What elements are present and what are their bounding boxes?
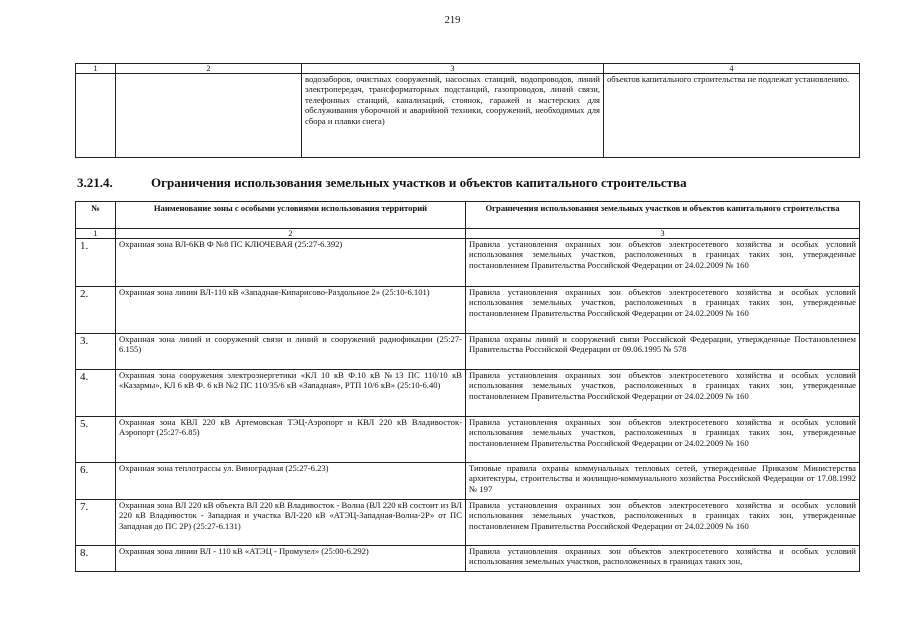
table-row: [76, 500, 860, 546]
zone-name-cell: Охранная зона сооружения электроэнергетики «КЛ 10 кВ Ф.10 кВ №13 ПС 110/10 кВ «Казармы», КЛ 6 кВ Ф. 6 кВ №2 ПС 110/35/6 кВ «Западная», РТП 10/6 кВ» (25:10-6.40): [116, 370, 466, 417]
header-number: №: [76, 202, 116, 229]
empty-cell: [116, 74, 302, 158]
table-row: [76, 463, 860, 500]
restriction-cell: Правила установления охранных зон объектов электросетевого хозяйства и особых условий использования земельных участков, расположенных в границах таких зон,: [466, 546, 860, 572]
column-index: 2: [116, 229, 466, 239]
restriction-cell: Правила установления охранных зон объектов электросетевого хозяйства и особых условий использования земельных участков, расположенных в границах таких зон, утвержденные постановлением Правительства Российской Федерации от 24.02.2009 № 160: [466, 500, 860, 546]
row-number: 3.: [76, 334, 116, 370]
section-heading: [77, 175, 687, 191]
restriction-cell: Правила установления охранных зон объектов электросетевого хозяйства и особых условий использования земельных участков, расположенных в границах таких зон, утвержденные постановлением Правительства Российской Федерации от 24.02.2009 № 160: [466, 417, 860, 463]
zone-name-cell: Охранная зона линии ВЛ-110 кВ «Западная-Кипарисово-Раздольное 2» (25:10-6.101): [116, 287, 466, 334]
table-row: [76, 334, 860, 370]
zone-name-cell: Охранная зона ВЛ 220 кВ объекта ВЛ 220 кВ Владивосток - Волна (ВЛ 220 кВ состоит из ВЛ 220 кВ Владивосток - Западная и участка ВЛ-220 кВ «АТЭЦ-Западная-Волна-2Р» от ПС Западная до ПС 2Р) (25:27-6.131): [116, 500, 466, 546]
table-header-row: [76, 202, 860, 229]
table-row: [76, 239, 860, 287]
empty-cell: [76, 74, 116, 158]
header-restriction: Ограничения использования земельных участков и объектов капитального строительства: [466, 202, 860, 229]
zone-name-cell: Охранная зона ВЛ-6КВ Ф №8 ПС КЛЮЧЕВАЯ (25:27-6.392): [116, 239, 466, 287]
restriction-cell: Правила охраны линий и сооружений связи Российской Федерации, утвержденные Постановлением Правительства Российской Федерации от 09.06.1995 № 578: [466, 334, 860, 370]
continued-table: [75, 63, 860, 158]
page-number: 219: [444, 15, 461, 26]
table-row: [76, 370, 860, 417]
restriction-cell: Правила установления охранных зон объектов электросетевого хозяйства и особых условий использования земельных участков, расположенных в границах таких зон, утвержденные постановлением Правительства Российской Федерации от 24.02.2009 № 160: [466, 287, 860, 334]
column-index: 2: [116, 64, 302, 74]
row-number: 7.: [76, 500, 116, 546]
purpose-cell: водозаборов, очистных сооружений, насосных станций, водопроводов, линий электропередач, трансформаторных подстанций, газопроводов, линий связи, телефонных станций, канализаций, стоянок, гаражей и мастерских для обслуживания уборочной и аварийной техники, сооружений, необходимых для сбора и плавки снега): [302, 74, 604, 158]
restriction-cell: объектов капитального строительства не подлежат установлению.: [604, 74, 860, 158]
zone-name-cell: Охранная зона КВЛ 220 кВ Артемовская ТЭЦ-Аэропорт и КВЛ 220 кВ Владивосток-Аэропорт (25:27-6.85): [116, 417, 466, 463]
column-index: 1: [76, 229, 116, 239]
section-title: Ограничения использования земельных участков и объектов капитального строительства: [151, 175, 687, 190]
restriction-cell: Правила установления охранных зон объектов электросетевого хозяйства и особых условий использования земельных участков, расположенных в границах таких зон, утвержденные постановлением Правительства Российской Федерации от 24.02.2009 № 160: [466, 239, 860, 287]
table-row: [76, 417, 860, 463]
zone-name-cell: Охранная зона линий и сооружений связи и линий и сооружений радиофикации (25:27-6.155): [116, 334, 466, 370]
zone-name-cell: Охранная зона теплотрассы ул. Виноградная (25:27-6.23): [116, 463, 466, 500]
restriction-cell: Правила установления охранных зон объектов электросетевого хозяйства и особых условий использования земельных участков, расположенных в границах таких зон, утвержденные постановлением Правительства Российской Федерации от 24.02.2009 № 160: [466, 370, 860, 417]
column-index: 4: [604, 64, 860, 74]
restrictions-table: [75, 201, 860, 572]
table-index-row: [76, 64, 860, 74]
row-number: 1.: [76, 239, 116, 287]
table-row: [76, 546, 860, 572]
row-number: 6.: [76, 463, 116, 500]
table-index-row: [76, 229, 860, 239]
column-index: 3: [302, 64, 604, 74]
restriction-cell: Типовые правила охраны коммунальных тепловых сетей, утвержденные Приказом Министерства архитектуры, строительства и жилищно-коммунального хозяйства Российской Федерации от 17.08.1992 № 197: [466, 463, 860, 500]
zone-name-cell: Охранная зона линии ВЛ - 110 кВ «АТЭЦ - Промузел» (25:00-6.292): [116, 546, 466, 572]
row-number: 5.: [76, 417, 116, 463]
column-index: 3: [466, 229, 860, 239]
row-number: 8.: [76, 546, 116, 572]
header-zone: Наименование зоны с особыми условиями использования территорий: [116, 202, 466, 229]
column-index: 1: [76, 64, 116, 74]
row-number: 4.: [76, 370, 116, 417]
section-number: 3.21.4.: [77, 175, 113, 190]
table-row: [76, 287, 860, 334]
table-row: [76, 74, 860, 158]
row-number: 2.: [76, 287, 116, 334]
